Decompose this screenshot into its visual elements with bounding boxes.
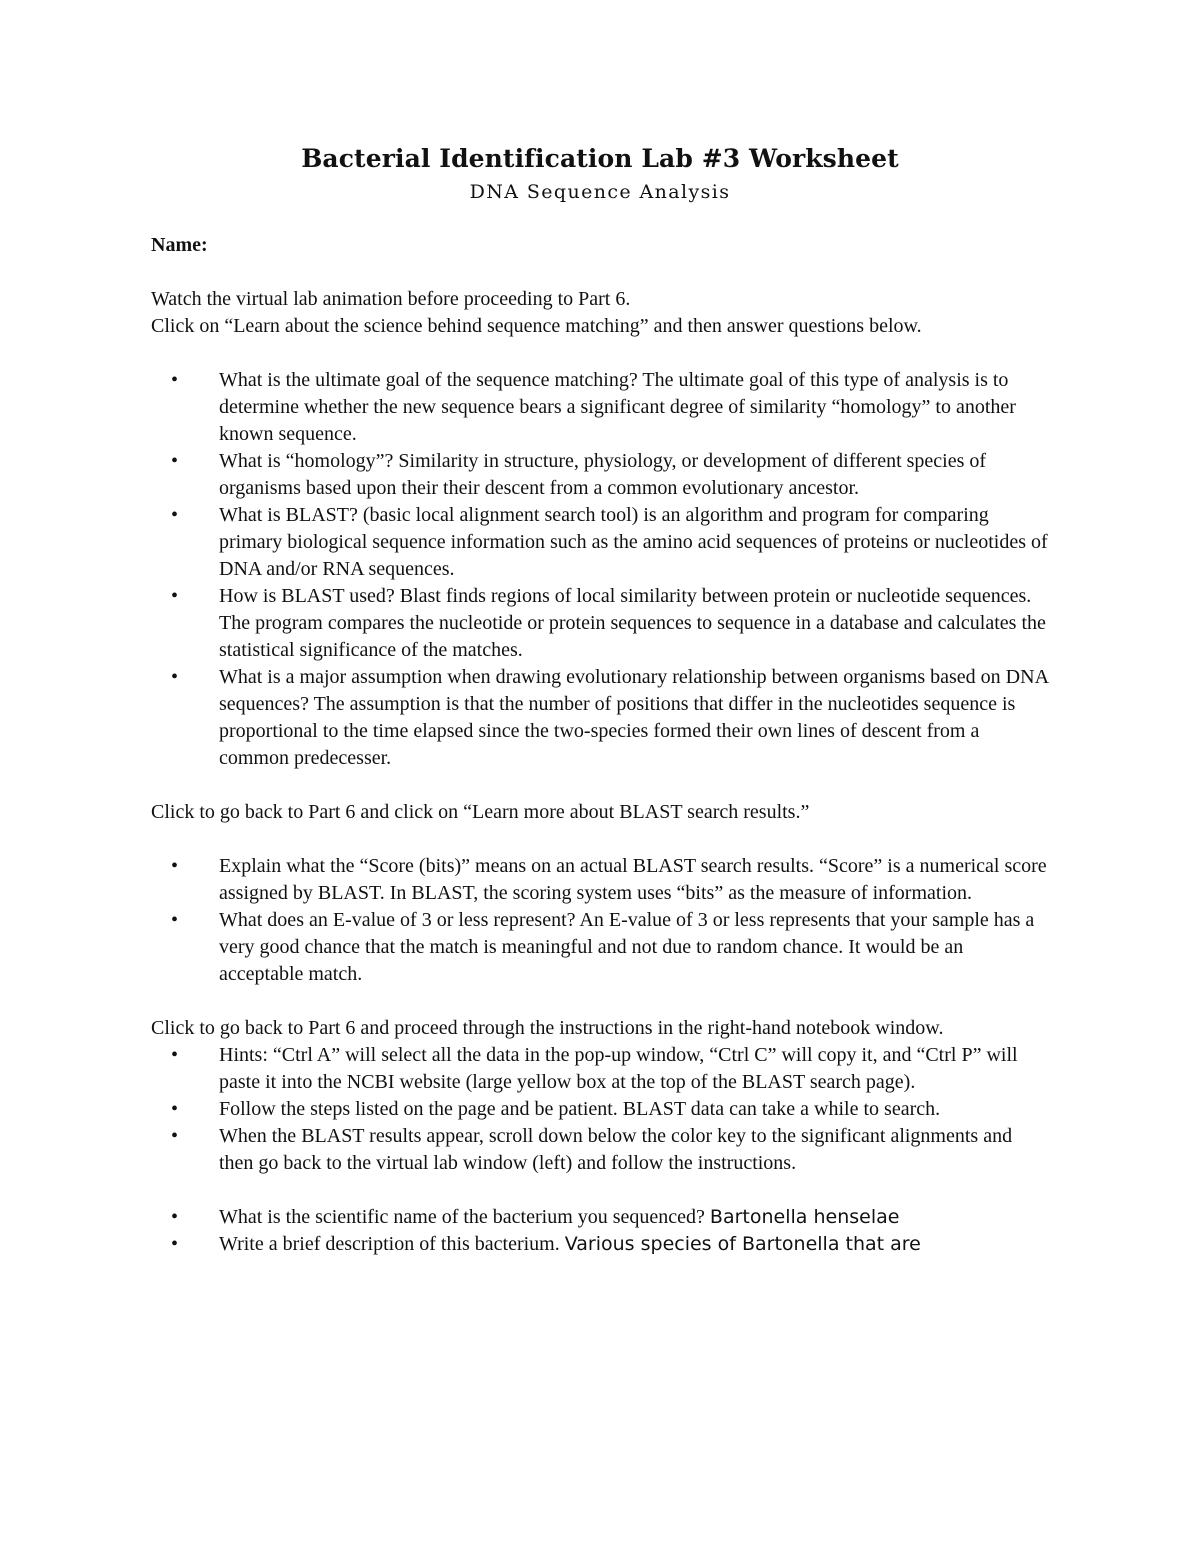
list-item: • What does an E-value of 3 or less represent? An E-value of 3 or less represents that your sample has a very good chance that the match is meaningful and not due to random chance. It would be an acceptable match. bbox=[151, 907, 1051, 988]
question-text: What is the scientific name of the bacterium you sequenced? bbox=[219, 1206, 705, 1228]
list-item: • Follow the steps listed on the page and be patient. BLAST data can take a while to search. bbox=[151, 1096, 1051, 1123]
intro-line-2: Click on “Learn about the science behind sequence matching” and then answer questions below. bbox=[151, 315, 922, 337]
name-label: Name: bbox=[151, 234, 208, 256]
section2-intro: Click to go back to Part 6 and click on “Learn more about BLAST search results.” bbox=[151, 801, 810, 823]
document-subtitle: DNA Sequence Analysis bbox=[469, 181, 731, 203]
list-item: • What is a major assumption when drawing evolutionary relationship between organisms based on DNA sequences? The assumption is that the number of positions that differ in the nucleotides sequence is proportional to the time elapsed since the two-species formed their own lines of descent from a common predecesser. bbox=[151, 664, 1051, 772]
section1-list bbox=[151, 367, 1051, 772]
list-item bbox=[151, 1231, 1051, 1258]
document-title: Bacterial Identification Lab #3 Worksheet bbox=[301, 144, 899, 173]
document-body bbox=[151, 232, 1051, 1258]
list-item: • Explain what the “Score (bits)” means on an actual BLAST search results. “Score” is a numerical score assigned by BLAST. In BLAST, the scoring system uses “bits” as the measure of information. bbox=[151, 853, 1051, 907]
list-item: • What is BLAST? (basic local alignment search tool) is an algorithm and program for comparing primary biological sequence information such as the amino acid sequences of proteins or nucleotides of DNA and/or RNA sequences. bbox=[151, 502, 1051, 583]
answer-text: Bartonella henselae bbox=[709, 1206, 900, 1228]
section3-intro: Click to go back to Part 6 and proceed through the instructions in the right-hand notebook window. bbox=[151, 1017, 944, 1039]
question-text: Write a brief description of this bacterium. bbox=[219, 1233, 560, 1255]
answer-text: Various species of Bartonella that are bbox=[564, 1233, 921, 1255]
list-item: • How is BLAST used? Blast finds regions of local similarity between protein or nucleotide sequences. The program compares the nucleotide or protein sequences to sequence in a database and calculates the statistical significance of the matches. bbox=[151, 583, 1051, 664]
list-item: • What is the ultimate goal of the sequence matching? The ultimate goal of this type of analysis is to determine whether the new sequence bears a significant degree of similarity “homology” to another known sequence. bbox=[151, 367, 1051, 448]
list-item: • What is “homology”? Similarity in structure, physiology, or development of different species of organisms based upon their their descent from a common evolutionary ancestor. bbox=[151, 448, 1051, 502]
section4-list bbox=[151, 1204, 1051, 1258]
list-item: • Hints: “Ctrl A” will select all the data in the pop-up window, “Ctrl C” will copy it, and “Ctrl P” will paste it into the NCBI website (large yellow box at the top of the BLAST search page). bbox=[151, 1042, 1051, 1096]
list-item bbox=[151, 1204, 1051, 1231]
section2-list bbox=[151, 853, 1051, 988]
section3-list bbox=[151, 1042, 1051, 1177]
intro-line-1: Watch the virtual lab animation before proceeding to Part 6. bbox=[151, 288, 631, 310]
list-item: • When the BLAST results appear, scroll down below the color key to the significant alignments and then go back to the virtual lab window (left) and follow the instructions. bbox=[151, 1123, 1051, 1177]
